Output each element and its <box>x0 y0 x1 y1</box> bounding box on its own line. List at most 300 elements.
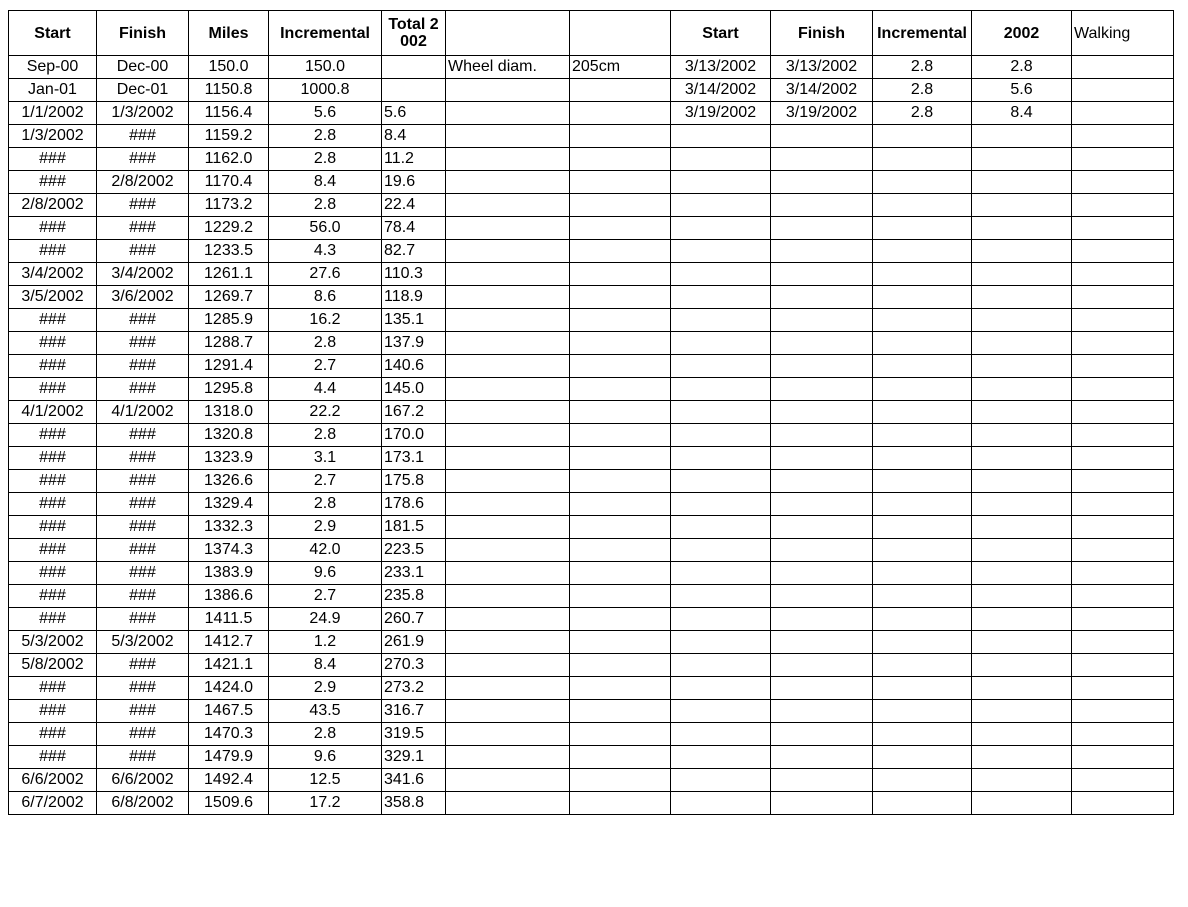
cell-start[interactable]: ### <box>9 424 97 447</box>
cell-empty[interactable] <box>1072 516 1174 539</box>
cell-empty[interactable] <box>671 792 771 815</box>
cell-empty[interactable] <box>771 447 873 470</box>
cell-empty[interactable] <box>671 401 771 424</box>
cell-empty[interactable] <box>972 125 1072 148</box>
cell-start[interactable]: ### <box>9 217 97 240</box>
cell-empty[interactable] <box>771 631 873 654</box>
cell-empty[interactable] <box>873 240 972 263</box>
cell-miles[interactable]: 1159.2 <box>189 125 269 148</box>
cell-miles[interactable]: 1261.1 <box>189 263 269 286</box>
cell-finish[interactable]: 1/3/2002 <box>97 102 189 125</box>
cell-empty[interactable] <box>1072 562 1174 585</box>
cell-empty[interactable] <box>972 148 1072 171</box>
walk-cell-incremental[interactable]: 2.8 <box>873 102 972 125</box>
cell-start[interactable]: ### <box>9 240 97 263</box>
cell-empty[interactable] <box>972 447 1072 470</box>
cell-empty[interactable] <box>771 608 873 631</box>
cell-empty[interactable] <box>671 217 771 240</box>
cell-empty[interactable] <box>671 332 771 355</box>
cell-empty[interactable] <box>446 424 570 447</box>
cell-miles[interactable]: 1285.9 <box>189 309 269 332</box>
cell-empty[interactable] <box>771 217 873 240</box>
cell-empty[interactable] <box>671 309 771 332</box>
cell-empty[interactable] <box>671 723 771 746</box>
cell-empty[interactable] <box>570 516 671 539</box>
cell-empty[interactable] <box>873 769 972 792</box>
cell-start[interactable]: Sep-00 <box>9 56 97 79</box>
cell-empty[interactable] <box>1072 677 1174 700</box>
cell-empty[interactable] <box>671 677 771 700</box>
cell-empty[interactable] <box>570 79 671 102</box>
cell-empty[interactable] <box>873 263 972 286</box>
cell-miles[interactable]: 1332.3 <box>189 516 269 539</box>
cell-incremental[interactable]: 1000.8 <box>269 79 382 102</box>
cell-incremental[interactable]: 22.2 <box>269 401 382 424</box>
cell-empty[interactable] <box>873 332 972 355</box>
cell-empty[interactable] <box>873 470 972 493</box>
header-walking[interactable]: Walking <box>1072 11 1174 56</box>
header-total-2002[interactable]: Total 2002 <box>382 11 446 56</box>
walk-cell-start[interactable]: 3/19/2002 <box>671 102 771 125</box>
cell-empty[interactable] <box>972 792 1072 815</box>
cell-finish[interactable]: ### <box>97 217 189 240</box>
cell-start[interactable]: ### <box>9 493 97 516</box>
cell-empty[interactable] <box>570 493 671 516</box>
cell-empty[interactable] <box>771 286 873 309</box>
walk-cell-finish[interactable]: 3/19/2002 <box>771 102 873 125</box>
cell-total[interactable]: 329.1 <box>382 746 446 769</box>
cell-incremental[interactable]: 24.9 <box>269 608 382 631</box>
cell-empty[interactable] <box>873 493 972 516</box>
walk-cell-start[interactable]: 3/13/2002 <box>671 56 771 79</box>
cell-empty[interactable] <box>671 608 771 631</box>
cell-miles[interactable]: 1229.2 <box>189 217 269 240</box>
cell-empty[interactable] <box>671 654 771 677</box>
cell-miles[interactable]: 1318.0 <box>189 401 269 424</box>
cell-empty[interactable] <box>972 516 1072 539</box>
cell-finish[interactable]: 3/6/2002 <box>97 286 189 309</box>
cell-empty[interactable] <box>771 401 873 424</box>
cell-empty[interactable] <box>446 631 570 654</box>
cell-empty[interactable] <box>771 792 873 815</box>
cell-total[interactable]: 341.6 <box>382 769 446 792</box>
cell-finish[interactable]: 4/1/2002 <box>97 401 189 424</box>
cell-start[interactable]: ### <box>9 148 97 171</box>
cell-empty[interactable] <box>570 424 671 447</box>
cell-empty[interactable] <box>671 355 771 378</box>
cell-empty[interactable] <box>972 378 1072 401</box>
cell-empty[interactable] <box>1072 424 1174 447</box>
cell-empty[interactable] <box>1072 792 1174 815</box>
cell-total[interactable]: 170.0 <box>382 424 446 447</box>
cell-miles[interactable]: 1233.5 <box>189 240 269 263</box>
cell-incremental[interactable]: 2.8 <box>269 493 382 516</box>
cell-start[interactable]: ### <box>9 585 97 608</box>
cell-start[interactable]: 1/3/2002 <box>9 125 97 148</box>
cell-incremental[interactable]: 150.0 <box>269 56 382 79</box>
cell-empty[interactable] <box>446 79 570 102</box>
cell-total[interactable]: 135.1 <box>382 309 446 332</box>
cell-incremental[interactable]: 4.4 <box>269 378 382 401</box>
cell-empty[interactable] <box>972 608 1072 631</box>
cell-empty[interactable] <box>873 378 972 401</box>
cell-empty[interactable] <box>771 654 873 677</box>
cell-empty[interactable] <box>972 470 1072 493</box>
header-walk-2002[interactable]: 2002 <box>972 11 1072 56</box>
cell-start[interactable]: ### <box>9 677 97 700</box>
cell-empty[interactable] <box>446 378 570 401</box>
cell-empty[interactable] <box>671 769 771 792</box>
header-walk-incremental[interactable]: Incremental <box>873 11 972 56</box>
cell-finish[interactable]: ### <box>97 608 189 631</box>
cell-total[interactable]: 140.6 <box>382 355 446 378</box>
cell-empty[interactable] <box>972 585 1072 608</box>
cell-miles[interactable]: 1383.9 <box>189 562 269 585</box>
cell-empty[interactable] <box>1072 125 1174 148</box>
cell-incremental[interactable]: 2.9 <box>269 516 382 539</box>
cell-incremental[interactable]: 9.6 <box>269 746 382 769</box>
cell-empty[interactable] <box>570 792 671 815</box>
cell-miles[interactable]: 1162.0 <box>189 148 269 171</box>
cell-empty[interactable] <box>972 654 1072 677</box>
cell-empty[interactable] <box>671 585 771 608</box>
cell-empty[interactable] <box>446 401 570 424</box>
cell-empty[interactable] <box>873 654 972 677</box>
cell-empty[interactable] <box>771 355 873 378</box>
header-blank-g[interactable] <box>570 11 671 56</box>
cell-miles[interactable]: 1156.4 <box>189 102 269 125</box>
cell-total[interactable]: 235.8 <box>382 585 446 608</box>
cell-start[interactable]: ### <box>9 470 97 493</box>
cell-empty[interactable] <box>972 194 1072 217</box>
cell-empty[interactable] <box>771 562 873 585</box>
cell-incremental[interactable]: 2.7 <box>269 585 382 608</box>
cell-miles[interactable]: 1411.5 <box>189 608 269 631</box>
cell-finish[interactable]: ### <box>97 470 189 493</box>
cell-miles[interactable]: 1492.4 <box>189 769 269 792</box>
cell-empty[interactable] <box>1072 401 1174 424</box>
header-finish[interactable]: Finish <box>97 11 189 56</box>
cell-finish[interactable]: ### <box>97 654 189 677</box>
cell-empty[interactable] <box>570 700 671 723</box>
cell-finish[interactable]: ### <box>97 447 189 470</box>
cell-empty[interactable] <box>446 217 570 240</box>
cell-incremental[interactable]: 12.5 <box>269 769 382 792</box>
cell-total[interactable]: 22.4 <box>382 194 446 217</box>
cell-finish[interactable]: ### <box>97 125 189 148</box>
cell-total[interactable]: 319.5 <box>382 723 446 746</box>
cell-incremental[interactable]: 2.7 <box>269 355 382 378</box>
cell-miles[interactable]: 1509.6 <box>189 792 269 815</box>
cell-empty[interactable] <box>771 263 873 286</box>
cell-incremental[interactable]: 8.4 <box>269 171 382 194</box>
cell-finish[interactable]: ### <box>97 723 189 746</box>
cell-empty[interactable] <box>446 677 570 700</box>
cell-empty[interactable] <box>873 746 972 769</box>
cell-empty[interactable] <box>771 700 873 723</box>
cell-empty[interactable] <box>771 746 873 769</box>
cell-total[interactable]: 167.2 <box>382 401 446 424</box>
walk-cell-total[interactable]: 8.4 <box>972 102 1072 125</box>
cell-finish[interactable]: ### <box>97 309 189 332</box>
cell-empty[interactable] <box>446 194 570 217</box>
cell-empty[interactable] <box>570 102 671 125</box>
cell-start[interactable]: Jan-01 <box>9 79 97 102</box>
cell-empty[interactable] <box>570 746 671 769</box>
cell-empty[interactable] <box>873 171 972 194</box>
wheel-diameter-value[interactable]: 205cm <box>570 56 671 79</box>
cell-empty[interactable] <box>570 148 671 171</box>
cell-empty[interactable] <box>873 677 972 700</box>
cell-empty[interactable] <box>972 631 1072 654</box>
cell-empty[interactable] <box>972 240 1072 263</box>
cell-empty[interactable] <box>671 171 771 194</box>
walk-cell-total[interactable]: 5.6 <box>972 79 1072 102</box>
cell-incremental[interactable]: 43.5 <box>269 700 382 723</box>
cell-start[interactable]: ### <box>9 746 97 769</box>
cell-empty[interactable] <box>771 240 873 263</box>
header-incremental[interactable]: Incremental <box>269 11 382 56</box>
cell-empty[interactable] <box>446 539 570 562</box>
header-walk-finish[interactable]: Finish <box>771 11 873 56</box>
cell-start[interactable]: 4/1/2002 <box>9 401 97 424</box>
cell-empty[interactable] <box>873 608 972 631</box>
cell-empty[interactable] <box>570 217 671 240</box>
cell-empty[interactable] <box>446 723 570 746</box>
cell-start[interactable]: ### <box>9 539 97 562</box>
cell-empty[interactable] <box>671 562 771 585</box>
cell-total[interactable] <box>382 79 446 102</box>
cell-empty[interactable] <box>771 332 873 355</box>
cell-finish[interactable]: 2/8/2002 <box>97 171 189 194</box>
cell-incremental[interactable]: 2.9 <box>269 677 382 700</box>
cell-finish[interactable]: ### <box>97 700 189 723</box>
cell-empty[interactable] <box>873 125 972 148</box>
cell-empty[interactable] <box>1072 286 1174 309</box>
cell-start[interactable]: ### <box>9 171 97 194</box>
cell-empty[interactable] <box>972 171 1072 194</box>
cell-empty[interactable] <box>570 562 671 585</box>
walk-cell-finish[interactable]: 3/13/2002 <box>771 56 873 79</box>
cell-start[interactable]: 3/4/2002 <box>9 263 97 286</box>
cell-empty[interactable] <box>873 516 972 539</box>
cell-incremental[interactable]: 2.7 <box>269 470 382 493</box>
cell-empty[interactable] <box>570 585 671 608</box>
cell-incremental[interactable]: 8.6 <box>269 286 382 309</box>
cell-empty[interactable] <box>1072 447 1174 470</box>
walk-cell-total[interactable]: 2.8 <box>972 56 1072 79</box>
cell-empty[interactable] <box>1072 194 1174 217</box>
cell-incremental[interactable]: 5.6 <box>269 102 382 125</box>
cell-empty[interactable] <box>972 539 1072 562</box>
cell-empty[interactable] <box>972 700 1072 723</box>
cell-empty[interactable] <box>1072 148 1174 171</box>
cell-empty[interactable] <box>771 516 873 539</box>
cell-empty[interactable] <box>771 677 873 700</box>
cell-total[interactable] <box>382 56 446 79</box>
cell-miles[interactable]: 1470.3 <box>189 723 269 746</box>
cell-empty[interactable] <box>570 125 671 148</box>
cell-total[interactable]: 19.6 <box>382 171 446 194</box>
cell-empty[interactable] <box>671 539 771 562</box>
cell-miles[interactable]: 1173.2 <box>189 194 269 217</box>
cell-start[interactable]: 1/1/2002 <box>9 102 97 125</box>
cell-incremental[interactable]: 16.2 <box>269 309 382 332</box>
cell-empty[interactable] <box>873 539 972 562</box>
cell-empty[interactable] <box>570 654 671 677</box>
cell-empty[interactable] <box>972 677 1072 700</box>
cell-empty[interactable] <box>671 631 771 654</box>
cell-total[interactable]: 110.3 <box>382 263 446 286</box>
cell-empty[interactable] <box>771 493 873 516</box>
cell-incremental[interactable]: 3.1 <box>269 447 382 470</box>
cell-empty[interactable] <box>873 148 972 171</box>
cell-empty[interactable] <box>671 424 771 447</box>
cell-total[interactable]: 233.1 <box>382 562 446 585</box>
cell-start[interactable]: ### <box>9 332 97 355</box>
cell-finish[interactable]: ### <box>97 677 189 700</box>
cell-empty[interactable] <box>972 263 1072 286</box>
cell-miles[interactable]: 1170.4 <box>189 171 269 194</box>
cell-start[interactable]: 5/3/2002 <box>9 631 97 654</box>
cell-empty[interactable] <box>1072 746 1174 769</box>
cell-total[interactable]: 78.4 <box>382 217 446 240</box>
cell-empty[interactable] <box>570 539 671 562</box>
header-start[interactable]: Start <box>9 11 97 56</box>
cell-empty[interactable] <box>873 700 972 723</box>
cell-empty[interactable] <box>671 493 771 516</box>
cell-incremental[interactable]: 2.8 <box>269 194 382 217</box>
cell-empty[interactable] <box>972 424 1072 447</box>
cell-start[interactable]: ### <box>9 723 97 746</box>
cell-empty[interactable] <box>671 470 771 493</box>
cell-empty[interactable] <box>1072 79 1174 102</box>
cell-miles[interactable]: 1150.8 <box>189 79 269 102</box>
cell-miles[interactable]: 1467.5 <box>189 700 269 723</box>
cell-empty[interactable] <box>570 286 671 309</box>
cell-empty[interactable] <box>873 217 972 240</box>
cell-empty[interactable] <box>570 470 671 493</box>
cell-empty[interactable] <box>570 332 671 355</box>
cell-miles[interactable]: 1412.7 <box>189 631 269 654</box>
cell-empty[interactable] <box>1072 378 1174 401</box>
cell-empty[interactable] <box>771 378 873 401</box>
cell-finish[interactable]: ### <box>97 516 189 539</box>
cell-empty[interactable] <box>972 493 1072 516</box>
cell-incremental[interactable]: 56.0 <box>269 217 382 240</box>
cell-total[interactable]: 273.2 <box>382 677 446 700</box>
cell-incremental[interactable]: 1.2 <box>269 631 382 654</box>
cell-empty[interactable] <box>1072 539 1174 562</box>
cell-empty[interactable] <box>446 286 570 309</box>
cell-empty[interactable] <box>771 125 873 148</box>
cell-empty[interactable] <box>1072 263 1174 286</box>
cell-empty[interactable] <box>446 148 570 171</box>
cell-empty[interactable] <box>972 217 1072 240</box>
cell-finish[interactable]: ### <box>97 148 189 171</box>
cell-miles[interactable]: 1421.1 <box>189 654 269 677</box>
cell-incremental[interactable]: 9.6 <box>269 562 382 585</box>
cell-empty[interactable] <box>1072 355 1174 378</box>
cell-empty[interactable] <box>446 608 570 631</box>
cell-finish[interactable]: ### <box>97 332 189 355</box>
cell-empty[interactable] <box>873 723 972 746</box>
cell-miles[interactable]: 1323.9 <box>189 447 269 470</box>
cell-finish[interactable]: ### <box>97 424 189 447</box>
cell-empty[interactable] <box>446 171 570 194</box>
cell-incremental[interactable]: 2.8 <box>269 723 382 746</box>
cell-total[interactable]: 270.3 <box>382 654 446 677</box>
cell-empty[interactable] <box>771 470 873 493</box>
cell-empty[interactable] <box>671 194 771 217</box>
cell-empty[interactable] <box>873 424 972 447</box>
cell-empty[interactable] <box>1072 217 1174 240</box>
cell-finish[interactable]: Dec-01 <box>97 79 189 102</box>
cell-empty[interactable] <box>570 401 671 424</box>
cell-empty[interactable] <box>1072 332 1174 355</box>
cell-finish[interactable]: ### <box>97 194 189 217</box>
cell-empty[interactable] <box>1072 608 1174 631</box>
cell-empty[interactable] <box>446 102 570 125</box>
cell-empty[interactable] <box>446 493 570 516</box>
cell-empty[interactable] <box>570 194 671 217</box>
cell-finish[interactable]: 6/6/2002 <box>97 769 189 792</box>
cell-finish[interactable]: ### <box>97 562 189 585</box>
cell-incremental[interactable]: 2.8 <box>269 125 382 148</box>
cell-empty[interactable] <box>1072 769 1174 792</box>
cell-start[interactable]: ### <box>9 355 97 378</box>
cell-total[interactable]: 223.5 <box>382 539 446 562</box>
cell-incremental[interactable]: 2.8 <box>269 332 382 355</box>
cell-finish[interactable]: ### <box>97 746 189 769</box>
cell-empty[interactable] <box>1072 631 1174 654</box>
cell-empty[interactable] <box>446 447 570 470</box>
cell-empty[interactable] <box>1072 171 1174 194</box>
header-walk-start[interactable]: Start <box>671 11 771 56</box>
cell-total[interactable]: 5.6 <box>382 102 446 125</box>
cell-empty[interactable] <box>1072 585 1174 608</box>
cell-incremental[interactable]: 2.8 <box>269 148 382 171</box>
cell-empty[interactable] <box>873 792 972 815</box>
cell-start[interactable]: ### <box>9 309 97 332</box>
cell-empty[interactable] <box>446 585 570 608</box>
cell-miles[interactable]: 1386.6 <box>189 585 269 608</box>
cell-empty[interactable] <box>771 585 873 608</box>
cell-empty[interactable] <box>1072 700 1174 723</box>
cell-total[interactable]: 118.9 <box>382 286 446 309</box>
cell-incremental[interactable]: 4.3 <box>269 240 382 263</box>
cell-empty[interactable] <box>1072 723 1174 746</box>
cell-empty[interactable] <box>671 516 771 539</box>
cell-miles[interactable]: 1326.6 <box>189 470 269 493</box>
cell-empty[interactable] <box>570 309 671 332</box>
cell-finish[interactable]: ### <box>97 539 189 562</box>
cell-empty[interactable] <box>446 309 570 332</box>
walk-cell-incremental[interactable]: 2.8 <box>873 56 972 79</box>
cell-empty[interactable] <box>771 539 873 562</box>
cell-empty[interactable] <box>446 125 570 148</box>
cell-finish[interactable]: ### <box>97 355 189 378</box>
cell-miles[interactable]: 1291.4 <box>189 355 269 378</box>
cell-empty[interactable] <box>446 700 570 723</box>
walk-cell-incremental[interactable]: 2.8 <box>873 79 972 102</box>
cell-empty[interactable] <box>972 723 1072 746</box>
cell-start[interactable]: ### <box>9 447 97 470</box>
cell-finish[interactable]: ### <box>97 240 189 263</box>
cell-empty[interactable] <box>972 401 1072 424</box>
cell-miles[interactable]: 150.0 <box>189 56 269 79</box>
cell-empty[interactable] <box>1072 654 1174 677</box>
